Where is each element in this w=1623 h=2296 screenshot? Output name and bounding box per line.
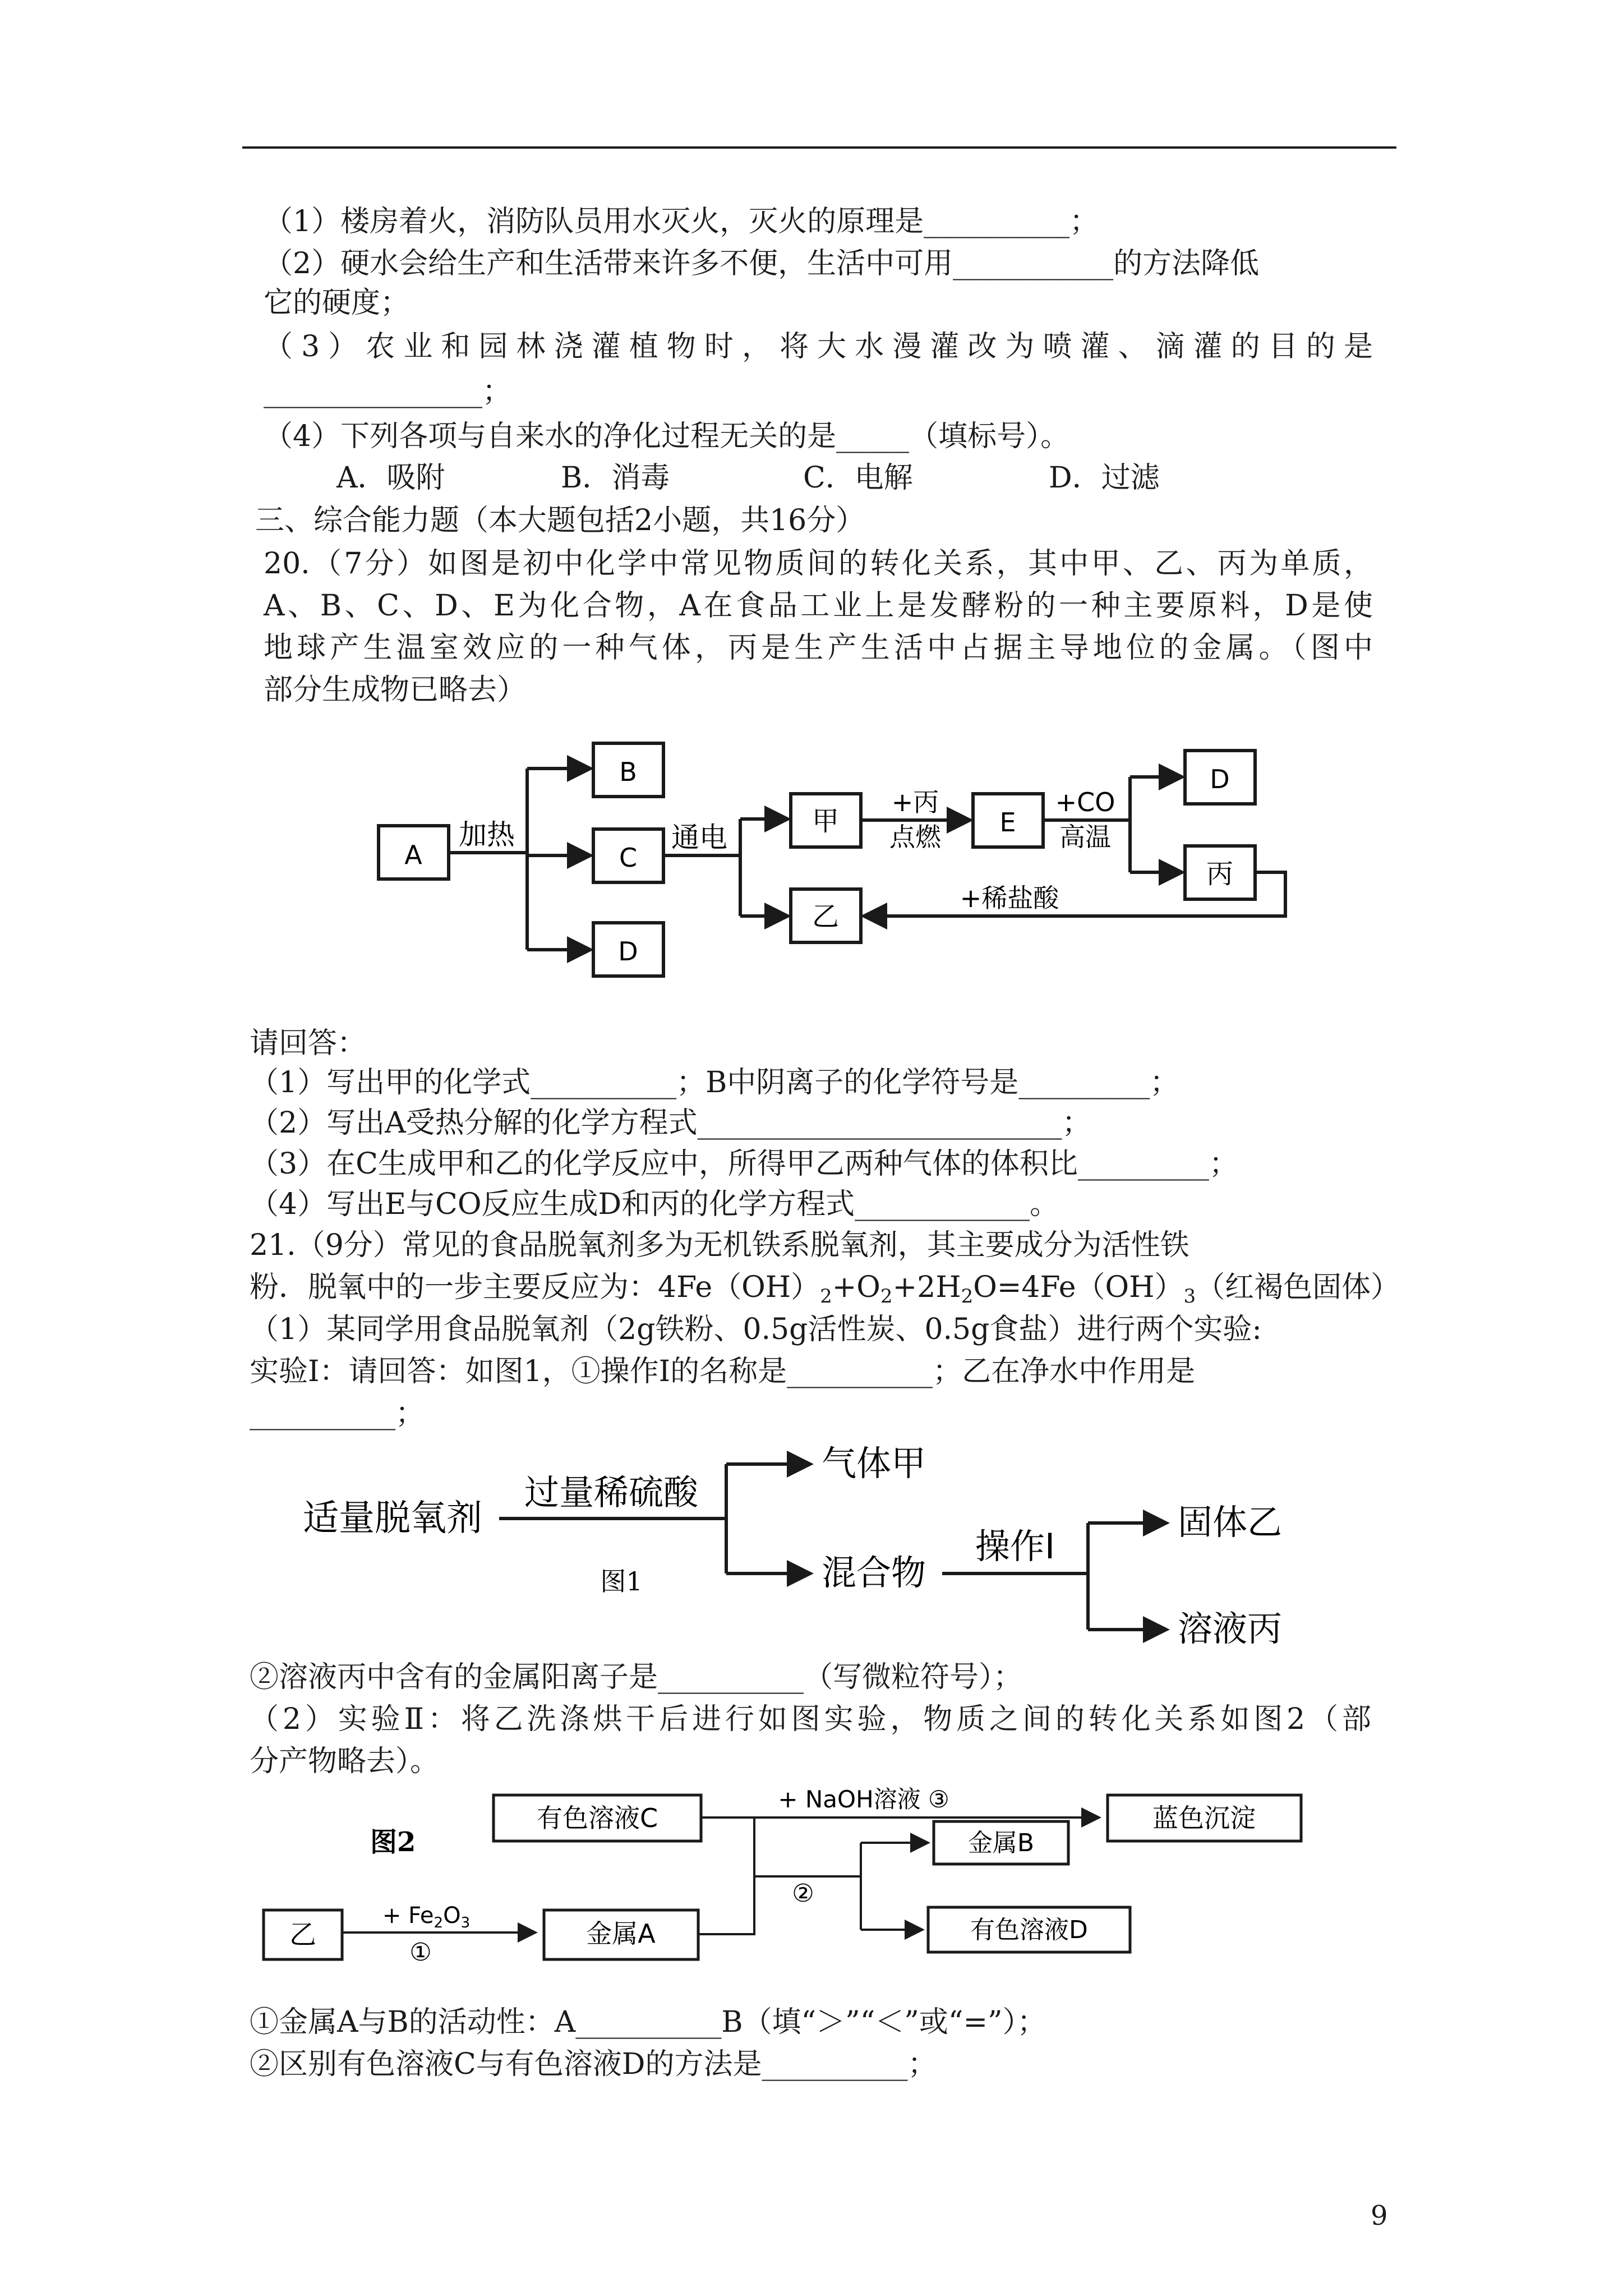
q21-line-6: ②溶液丙中含有的金属阳离子是__________（写微粒符号）； bbox=[250, 1660, 1023, 1694]
label-electrify: 通电 bbox=[671, 821, 727, 854]
fig1-solution: 溶液丙 bbox=[1178, 1608, 1283, 1649]
fig1-solid: 固体乙 bbox=[1178, 1502, 1283, 1543]
fig2-yi: 乙 bbox=[289, 1919, 317, 1950]
q20-line-4: 部分生成物已略去） bbox=[264, 673, 527, 707]
fig2-naoh: + NaOH溶液 ③ bbox=[778, 1786, 949, 1813]
label-plus-co: +CO bbox=[1055, 787, 1115, 817]
q19-option-a: A．吸附 bbox=[336, 461, 445, 495]
fig2-blue-ppt: 蓝色沉淀 bbox=[1152, 1803, 1256, 1833]
q21-line-2-part-b: +O bbox=[832, 1271, 880, 1304]
fig2-colored-c: 有色溶液C bbox=[536, 1803, 658, 1833]
label-heat: 加热 bbox=[459, 818, 515, 851]
label-ignite: 点燃 bbox=[889, 822, 941, 852]
q19-line-3: 它的硬度； bbox=[264, 286, 410, 320]
q20-line-2: A、B、C、D、E为化合物，A在食品工业上是发酵粉的一种主要原料，D是使 bbox=[264, 589, 1373, 623]
fig1-caption: 图1 bbox=[600, 1566, 643, 1596]
q20-answer-2: （2）写出A受热分解的化学方程式_________________________； bbox=[250, 1106, 1091, 1140]
fig2-step-1: ① bbox=[409, 1938, 432, 1967]
fig2-colored-d: 有色溶液D bbox=[970, 1916, 1088, 1944]
label-plus-hcl: +稀盐酸 bbox=[960, 883, 1059, 913]
node-a-label: A bbox=[404, 840, 422, 870]
q21-line-7: （2）实验Ⅱ：将乙洗涤烘干后进行如图实验，物质之间的转化关系如图2（部 bbox=[250, 1703, 1371, 1736]
q20-line-3: 地球产生温室效应的一种气体，丙是生产生活中占据主导地位的金属。（图中 bbox=[264, 631, 1373, 665]
fig1-gas: 气体甲 bbox=[822, 1443, 926, 1484]
q19-line-6: （4）下列各项与自来水的净化过程无关的是_____（填标号）。 bbox=[264, 420, 1070, 453]
q20-answer-3: （3）在C生成甲和乙的化学反应中，所得甲乙两种气体的体积比_________； bbox=[250, 1147, 1238, 1181]
fig1-reagent: 过量稀硫酸 bbox=[524, 1472, 699, 1513]
fig2-fe2o3-sub-3: 3 bbox=[460, 1915, 471, 1931]
q21-line-3: （1）某同学用食品脱氧剂（2g铁粉、0.5g活性炭、0.5g食盐）进行两个实验: bbox=[250, 1313, 1262, 1346]
fig1-mixture: 混合物 bbox=[822, 1552, 926, 1593]
node-d-right-label: D bbox=[1210, 764, 1230, 794]
q21-line-10: ②区别有色溶液C与有色溶液D的方法是__________； bbox=[250, 2047, 937, 2081]
fig2-fe2o3-part-b: O bbox=[443, 1903, 461, 1929]
q21-line-9: ①金属A与B的活动性：A__________B（填“＞”“＜”或“=”）； bbox=[250, 2005, 1046, 2039]
q21-sub-2c: 2 bbox=[961, 1285, 974, 1308]
q21-line-1: 21.（9分）常见的食品脱氧剂多为无机铁系脱氧剂，其主要成分为活性铁 bbox=[250, 1228, 1189, 1262]
q19-option-c: C．电解 bbox=[803, 461, 913, 495]
q21-line-5: __________； bbox=[250, 1397, 425, 1430]
fig1-start: 适量脱氧剂 bbox=[303, 1498, 482, 1539]
label-plus-bing: +丙 bbox=[891, 787, 939, 817]
q20-prompt: 请回答： bbox=[250, 1027, 367, 1060]
q19-line-4: （3）农业和园林浇灌植物时，将大水漫灌改为喷灌、滴灌的目的是 bbox=[264, 330, 1373, 364]
q21-line-8: 分产物略去）。 bbox=[250, 1745, 440, 1778]
node-b-label: B bbox=[619, 757, 637, 787]
q21-line-2-part-a: 粉．脱氧中的一步主要反应为：4Fe（OH） bbox=[250, 1271, 820, 1304]
node-jia-label: 甲 bbox=[811, 806, 840, 837]
fig2-metal-b: 金属B bbox=[967, 1829, 1035, 1857]
q21-line-2-part-c: +2H bbox=[892, 1271, 961, 1304]
q19-option-d: D．过滤 bbox=[1049, 461, 1160, 495]
node-yi-label: 乙 bbox=[811, 901, 840, 932]
q21-sub-2b: 2 bbox=[880, 1285, 893, 1308]
fig2-fe2o3-sub-2: 2 bbox=[434, 1915, 444, 1931]
q19-line-2: （2）硬水会给生产和生活带来许多不便，生活中可用___________的方法降低 bbox=[264, 247, 1260, 280]
q20-answer-1: （1）写出甲的化学式__________；B中阴离子的化学符号是_________； bbox=[250, 1066, 1179, 1099]
fig2-metal-a: 金属A bbox=[586, 1918, 656, 1949]
node-c-label: C bbox=[619, 843, 638, 873]
q21-sub-3: 3 bbox=[1183, 1285, 1196, 1308]
q21-line-4: 实验Ⅰ：请回答：如图1，①操作Ⅰ的名称是__________；乙在净水中作用是 bbox=[250, 1355, 1196, 1388]
fig2-fe2o3 bbox=[382, 1903, 470, 1931]
q20-answer-4: （4）写出E与CO反应生成D和丙的化学方程式____________。 bbox=[250, 1188, 1059, 1221]
fig2-caption: 图2 bbox=[370, 1826, 416, 1858]
q19-line-5: _______________； bbox=[264, 375, 512, 408]
node-e-label: E bbox=[999, 807, 1016, 838]
q19-option-b: B．消毒 bbox=[561, 461, 670, 495]
page-number: 9 bbox=[1371, 2200, 1388, 2231]
fig2-step-2: ② bbox=[792, 1879, 814, 1908]
q19-line-1: （1）楼房着火，消防队员用水灭火，灭火的原理是__________； bbox=[264, 205, 1099, 238]
fig2-fe2o3-part-a: + Fe bbox=[382, 1903, 434, 1929]
q21-line-2-part-e: （红褐色固体） bbox=[1196, 1271, 1400, 1304]
section-3-title: 三、综合能力题（本大题包括2小题，共16分） bbox=[255, 504, 865, 537]
q20-line-1: 20.（7分）如图是初中化学中常见物质间的转化关系，其中甲、乙、丙为单质， bbox=[264, 547, 1373, 581]
label-high-temp: 高温 bbox=[1059, 822, 1111, 852]
q21-line-2-part-d: O=4Fe（OH） bbox=[973, 1271, 1184, 1304]
fig1-operation: 操作Ⅰ bbox=[975, 1526, 1055, 1567]
q21-sub-2a: 2 bbox=[820, 1285, 832, 1308]
node-d-left-label: D bbox=[618, 936, 638, 967]
fig2-line-a-to-c bbox=[698, 1818, 754, 1934]
node-bing-label: 丙 bbox=[1206, 858, 1234, 890]
